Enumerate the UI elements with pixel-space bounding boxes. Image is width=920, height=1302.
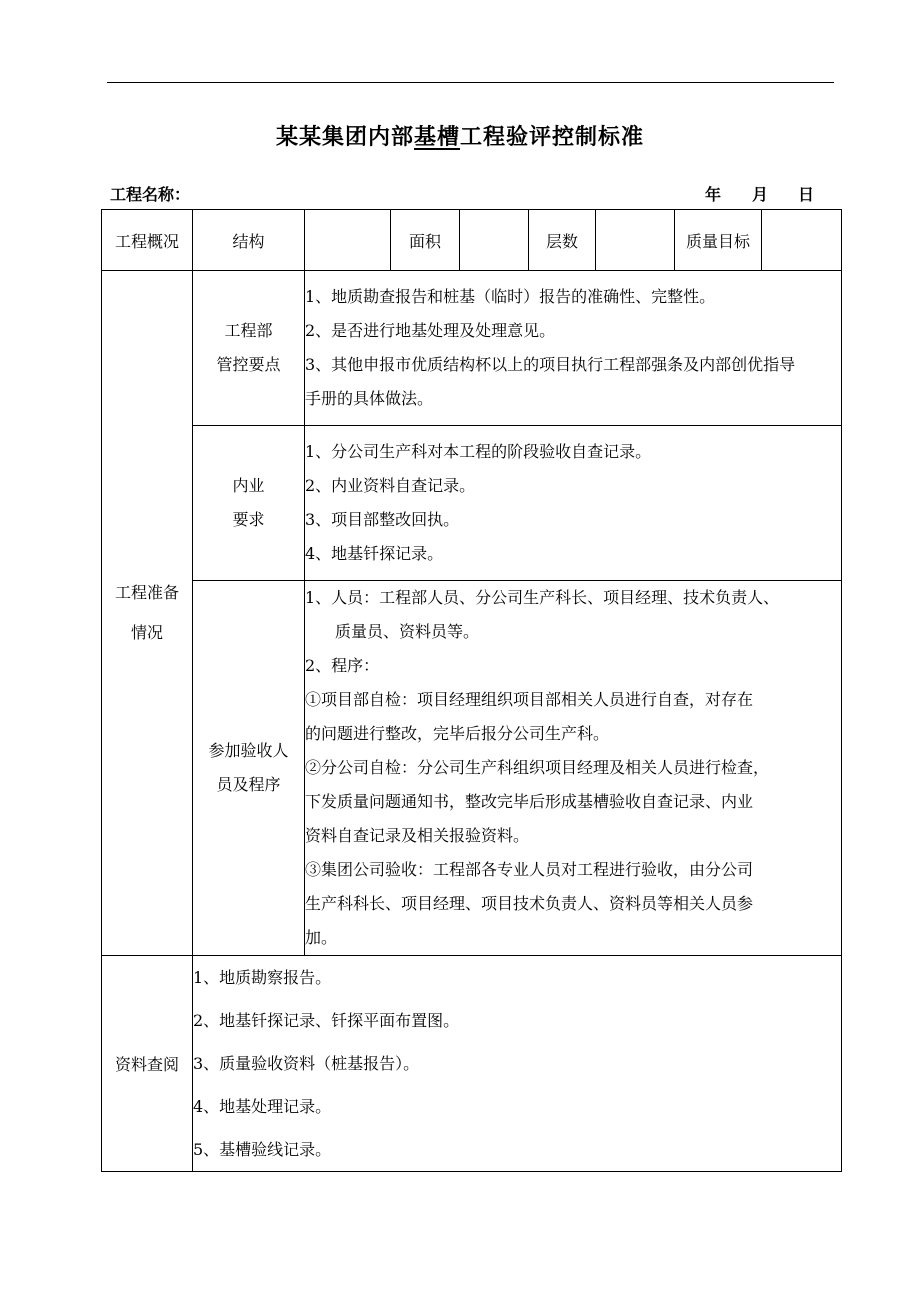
inspection-table bbox=[101, 209, 842, 1172]
list-item: 2、内业资料自查记录。 bbox=[305, 476, 476, 495]
list-item: 1、分公司生产科对本工程的阶段验收自查记录。 bbox=[305, 442, 652, 461]
review-label: 资料查阅 bbox=[102, 956, 193, 1172]
floors-label: 层数 bbox=[529, 210, 596, 271]
quality-target-label: 质量目标 bbox=[675, 210, 762, 271]
list-item: 3、质量验收资料（桩基报告）。 bbox=[193, 1054, 420, 1073]
internal-req-content bbox=[305, 426, 842, 581]
area-value[interactable] bbox=[460, 210, 529, 271]
header-rule bbox=[107, 82, 834, 83]
floors-value[interactable] bbox=[596, 210, 675, 271]
area-label: 面积 bbox=[391, 210, 460, 271]
internal-req-label: 内业 要求 bbox=[193, 426, 305, 581]
dept-control-label: 工程部 管控要点 bbox=[193, 271, 305, 426]
dept-control-content bbox=[305, 271, 842, 426]
date-year-label: 年 bbox=[705, 185, 722, 204]
participants-content bbox=[305, 581, 842, 956]
title-underlined: 基槽 bbox=[413, 125, 460, 150]
review-content bbox=[193, 956, 842, 1172]
list-item: ①项目部自检：项目经理组织项目部相关人员进行自查，对存在 bbox=[305, 690, 754, 709]
dept-control-row bbox=[102, 271, 842, 426]
project-name-label: 工程名称： bbox=[110, 185, 191, 204]
internal-req-row bbox=[102, 426, 842, 581]
list-item: 加。 bbox=[305, 928, 338, 947]
list-item: 资料自查记录及相关报验资料。 bbox=[305, 826, 530, 845]
structure-value[interactable] bbox=[305, 210, 391, 271]
list-item: ②分公司自检：分公司生产科组织项目经理及相关人员进行检查， bbox=[305, 758, 770, 777]
list-item: 4、地基钎探记录。 bbox=[305, 544, 444, 563]
list-item: 1、地质勘察报告。 bbox=[193, 968, 332, 987]
participants-row bbox=[102, 581, 842, 956]
list-item: 生产科科长、项目经理、项目技术负责人、资料员等相关人员参 bbox=[305, 894, 754, 913]
page-title: 某某集团内部基槽工程验评控制标准 bbox=[275, 125, 645, 150]
list-item: ③集团公司验收：工程部各专业人员对工程进行验收，由分公司 bbox=[305, 860, 754, 879]
list-item: 手册的具体做法。 bbox=[305, 389, 434, 408]
quality-target-value[interactable] bbox=[762, 210, 842, 271]
list-item: 2、程序： bbox=[305, 656, 380, 675]
list-item: 质量员、资料员等。 bbox=[335, 622, 480, 641]
list-item: 的问题进行整改，完毕后报分公司生产科。 bbox=[305, 724, 610, 743]
list-item: 4、地基处理记录。 bbox=[193, 1097, 332, 1116]
list-item: 2、地基钎探记录、钎探平面布置图。 bbox=[193, 1011, 460, 1030]
structure-label: 结构 bbox=[193, 210, 305, 271]
overview-label: 工程概况 bbox=[102, 210, 193, 271]
list-item: 5、基槽验线记录。 bbox=[193, 1140, 332, 1159]
date-month-label: 月 bbox=[752, 185, 769, 204]
review-row bbox=[102, 956, 842, 1172]
list-item: 3、其他申报市优质结构杯以上的项目执行工程部强条及内部创优指导 bbox=[305, 355, 796, 374]
list-item: 2、是否进行地基处理及处理意见。 bbox=[305, 321, 556, 340]
list-item: 3、项目部整改回执。 bbox=[305, 510, 460, 529]
participants-label: 参加验收人 员及程序 bbox=[193, 581, 305, 956]
list-item: 1、人员：工程部人员、分公司生产科长、项目经理、技术负责人、 bbox=[305, 588, 780, 607]
date-day-label: 日 bbox=[798, 185, 815, 204]
preparation-label: 工程准备 情况 bbox=[102, 271, 193, 956]
list-item: 1、地质勘查报告和桩基（临时）报告的准确性、完整性。 bbox=[305, 287, 716, 306]
list-item: 下发质量问题通知书，整改完毕后形成基槽验收自查记录、内业 bbox=[305, 792, 754, 811]
overview-row bbox=[102, 210, 842, 271]
